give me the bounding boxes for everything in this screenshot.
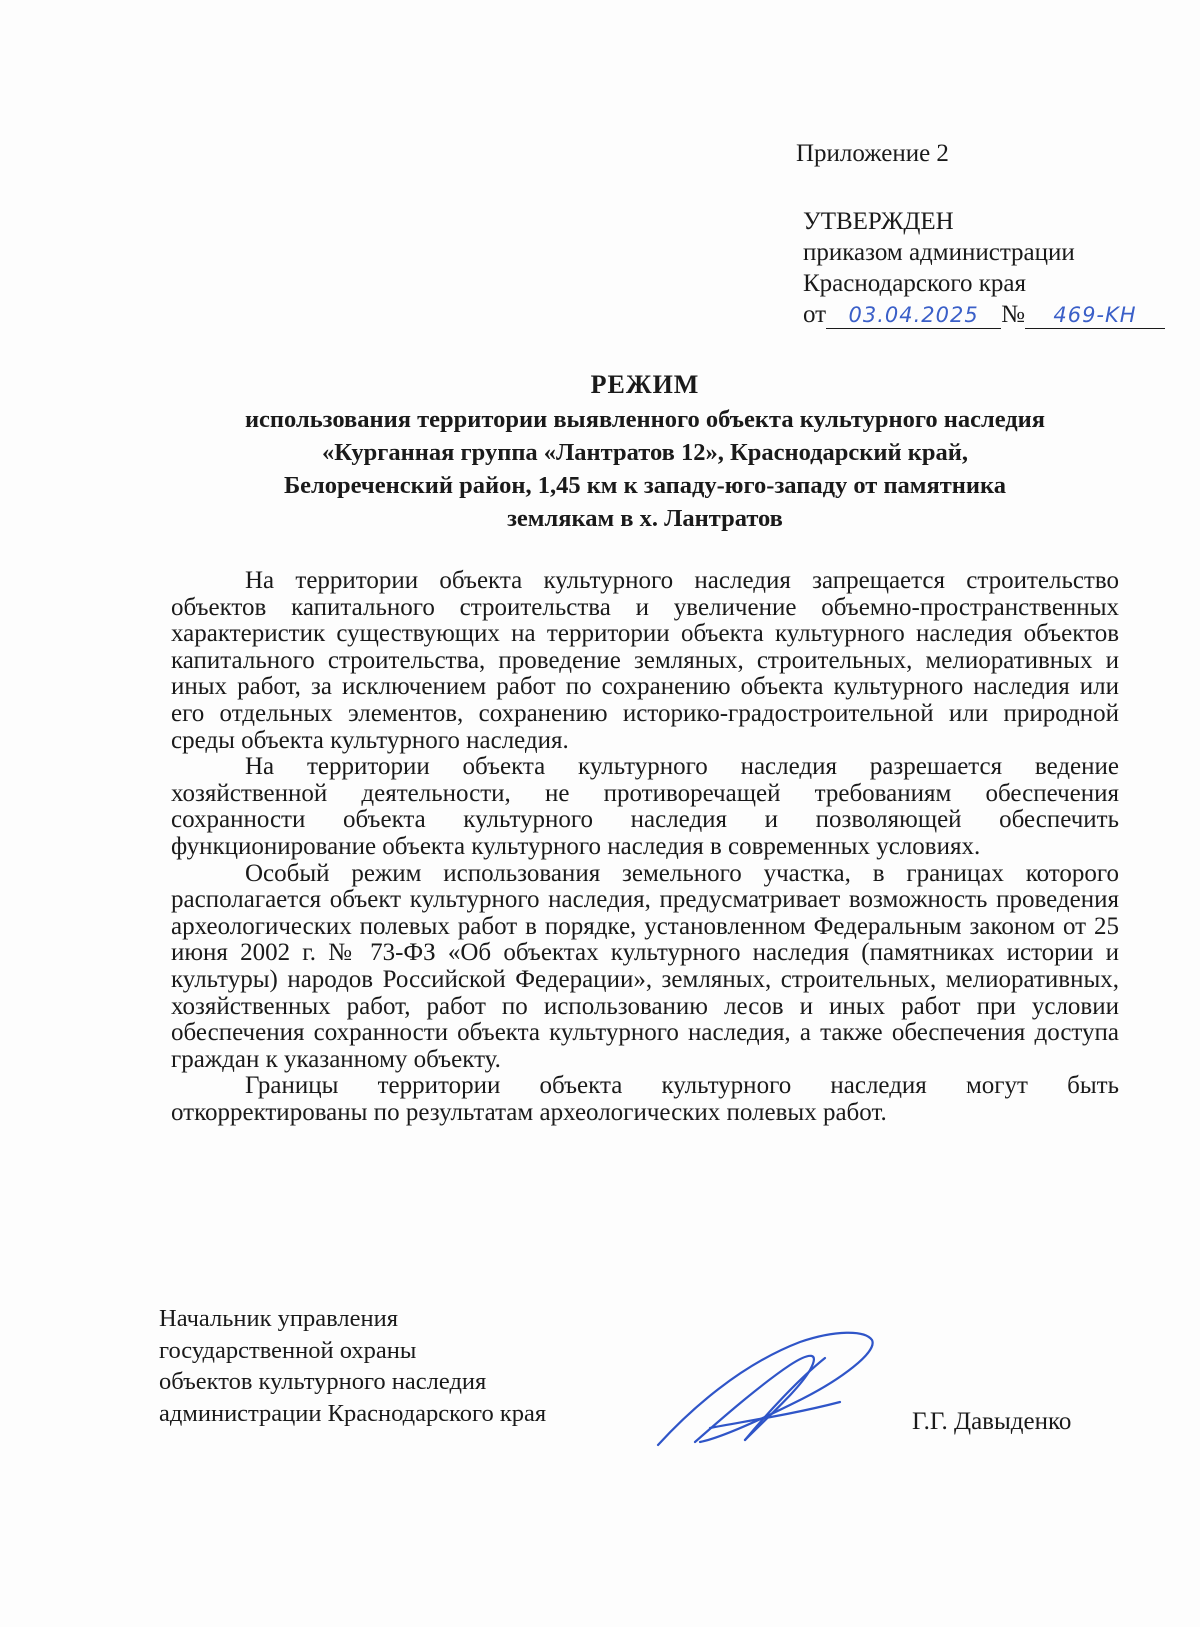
handwritten-date: 03.04.2025: [848, 303, 979, 327]
paragraph-permissions: На территории объекта культурного наследия разрешается ведение хозяйственной деятельности, не противоречащей требованиям обеспечения сохранности объекта культурного наследия и позволяющей обеспечить функционирование объекта культурного наследия в современных условиях.: [171, 753, 1119, 860]
approval-block: [803, 206, 1165, 330]
signatory-name: Г.Г. Давыденко: [912, 1408, 1072, 1435]
document-subtitle: [150, 403, 1140, 535]
paragraph-prohibitions: На территории объекта культурного наследия запрещается строительство объектов капитального строительства и увеличение объемно-пространственных характеристик существующих на территории объекта культурного наследия объектов капитального строительства, проведение земляных, строительных, мелиоративных и иных работ, за исключением работ по сохранению объекта культурного наследия или его отдельных элементов, сохранению историко-градостроительной или природной среды объекта культурного наследия.: [171, 567, 1119, 754]
approval-line: Краснодарского края: [803, 270, 1026, 297]
position-line: администрации Краснодарского края: [159, 1399, 547, 1427]
position-line: объектов культурного наследия: [159, 1368, 487, 1395]
paragraph-boundaries: Границы территории объекта культурного наследия могут быть откорректированы по результатам археологических полевых работ.: [171, 1072, 1119, 1126]
date-blank: [826, 302, 1001, 329]
document-title: РЕЖИМ: [590, 370, 700, 399]
approval-line: УТВЕРЖДЕН: [803, 208, 954, 235]
order-date-number-line: [803, 299, 1165, 330]
number-blank: [1025, 302, 1165, 329]
subtitle-line: Белореченский район, 1,45 км к западу-юго-западу от памятника: [283, 472, 1007, 499]
paragraph-special-regime: Особый режим использования земельного участка, в границах которого располагается объект культурного наследия, предусматривает возможность проведения археологических полевых работ в порядке, установленном Федеральным законом от 25 июня 2002 г. № 73-ФЗ «Об объектах культурного наследия (памятниках истории и культуры) народов Российской Федерации», земляных, строительных, мелиоративных, хозяйственных работ, работ по использованию лесов и иных работ при условии обеспечения сохранности объекта культурного наследия, а также обеспечения доступа граждан к указанному объекту.: [171, 859, 1119, 1073]
document-body: [171, 568, 1119, 1126]
subtitle-line: использования территории выявленного объекта культурного наследия: [244, 406, 1046, 433]
subtitle-line: землякам в х. Лантратов: [507, 505, 783, 532]
handwritten-signature: [650, 1330, 890, 1448]
number-prefix: №: [1001, 301, 1025, 328]
subtitle-line: «Курганная группа «Лантратов 12», Краснодарский край,: [322, 439, 968, 466]
signatory-position: [159, 1303, 546, 1429]
date-prefix: от: [803, 301, 827, 328]
position-line: государственной охраны: [159, 1336, 417, 1364]
position-line: Начальник управления: [159, 1305, 398, 1332]
appendix-label: Приложение 2: [796, 140, 949, 167]
approval-line: приказом администрации: [803, 239, 1075, 266]
handwritten-number: 469-KH: [1053, 303, 1137, 327]
